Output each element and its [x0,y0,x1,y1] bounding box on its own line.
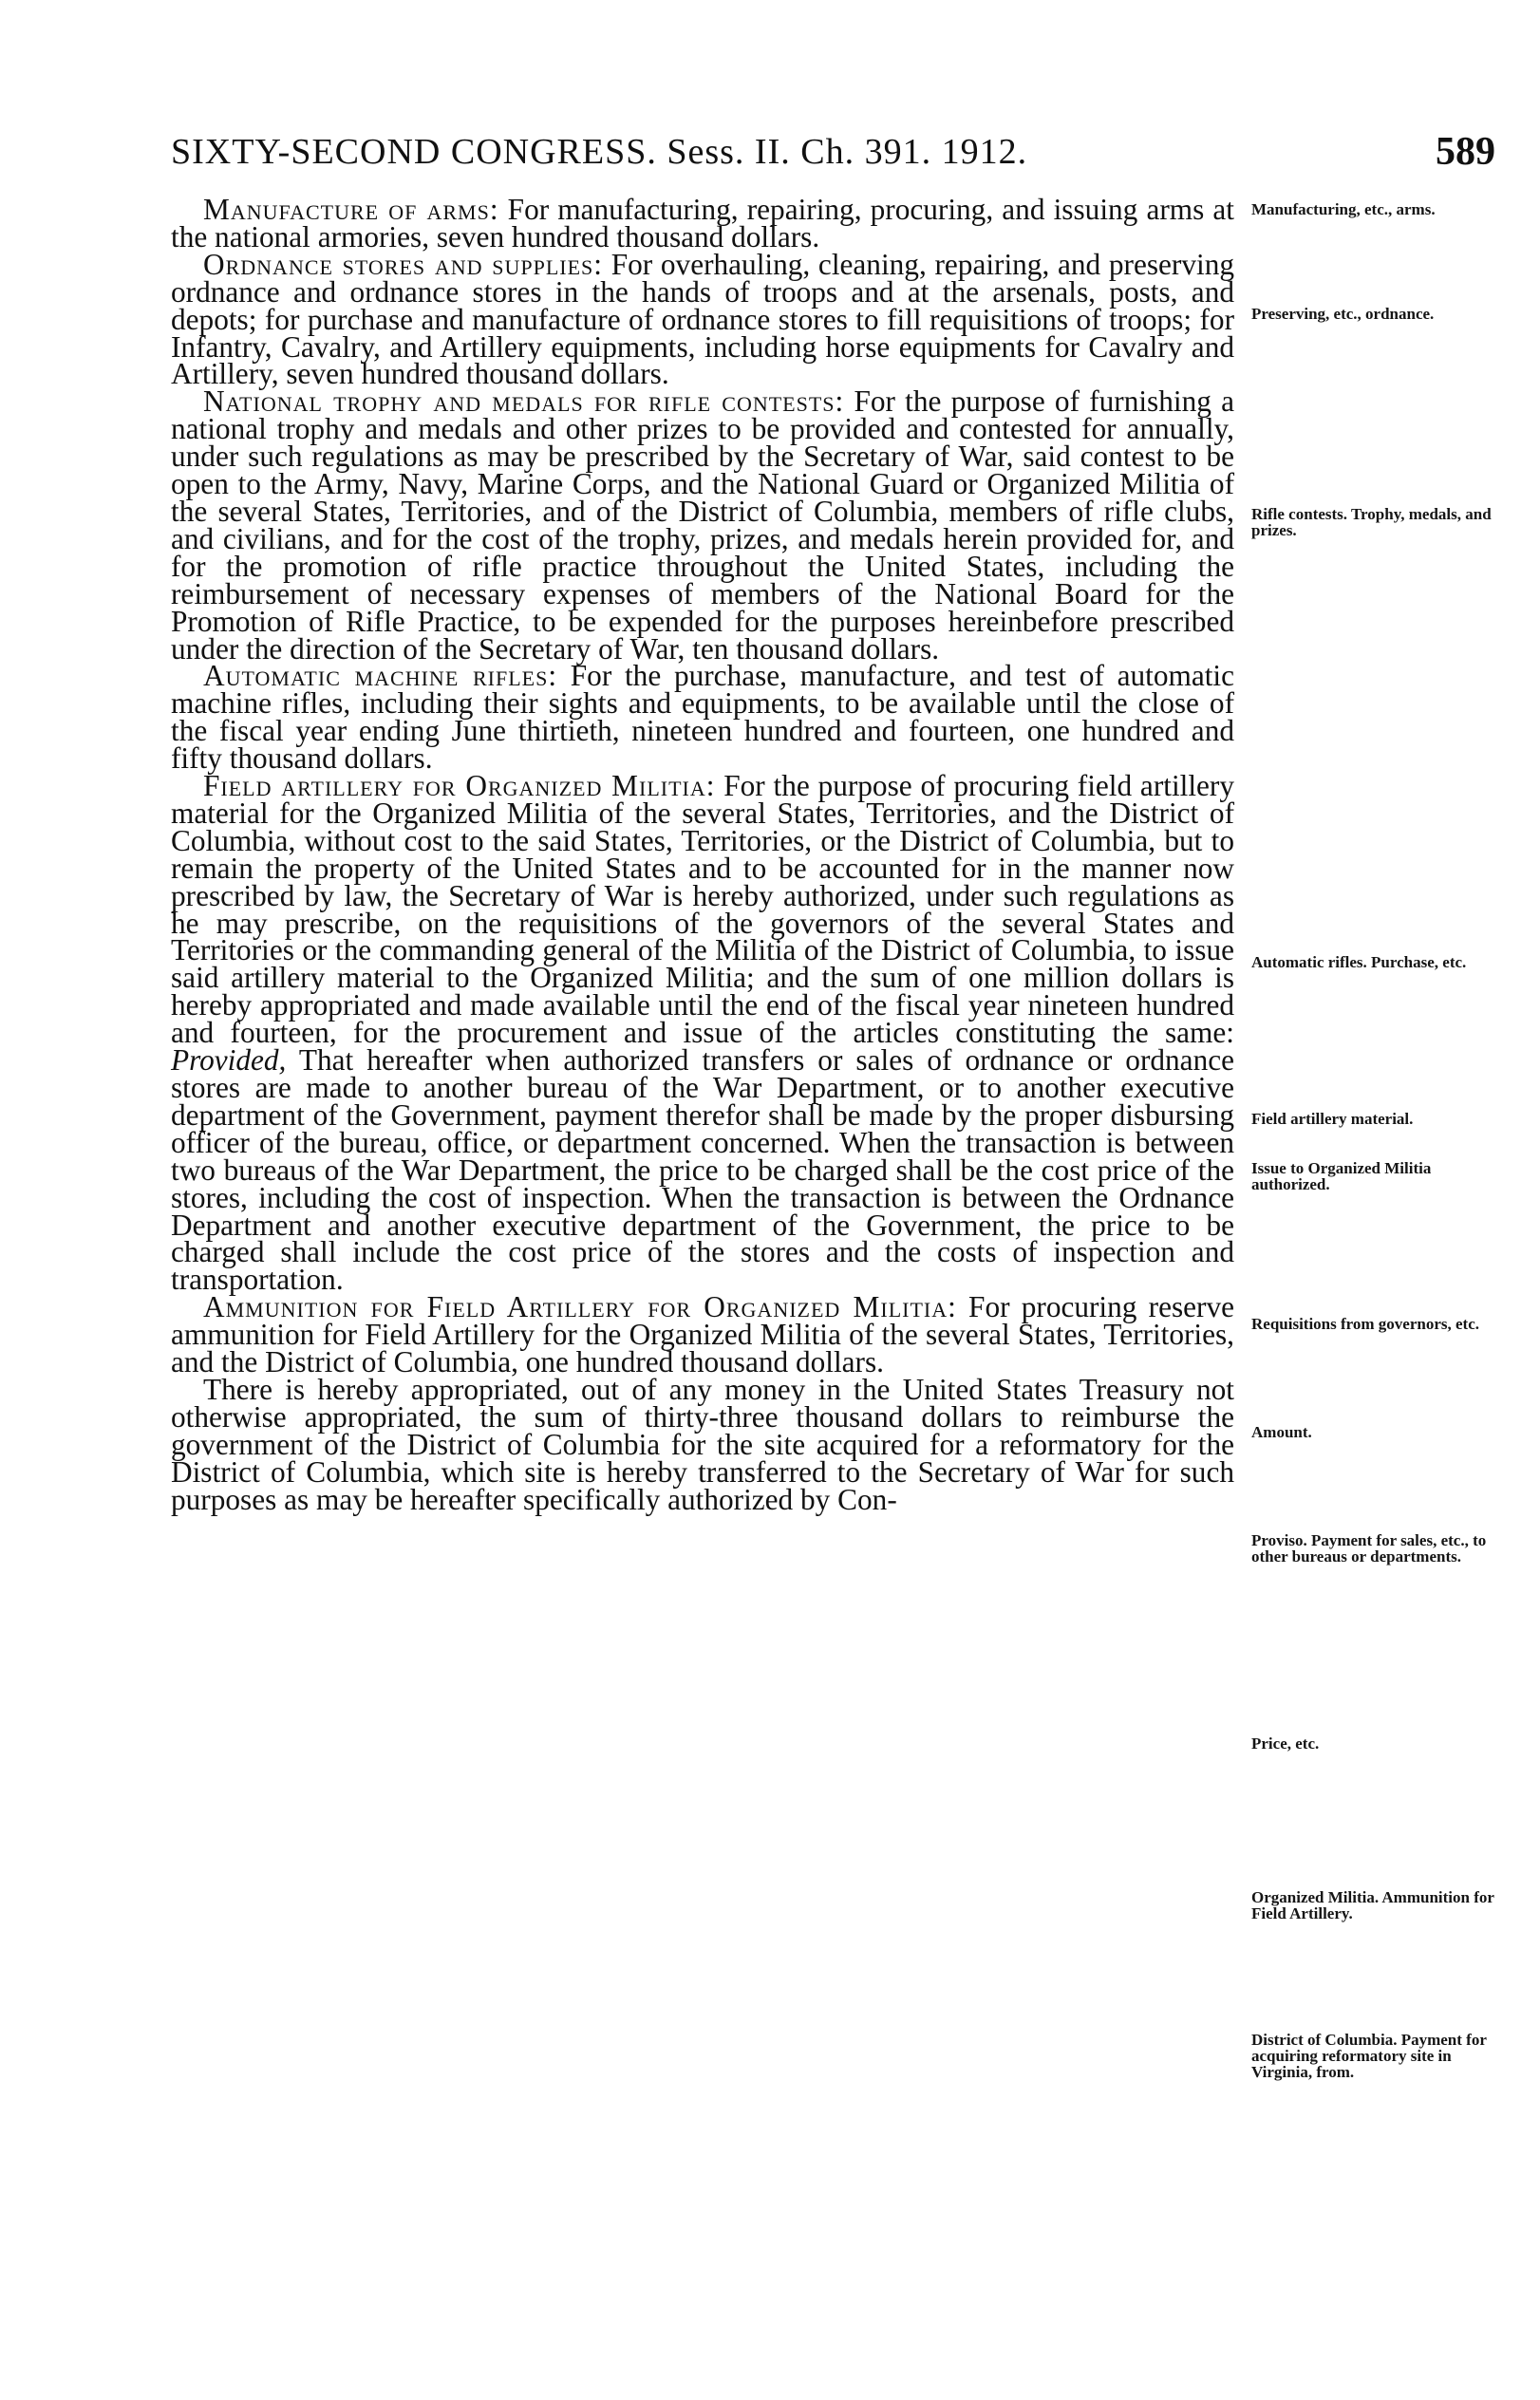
body-text [171,193,1235,1516]
paragraph-automatic-rifles [171,659,1234,776]
paragraph-heading: Ordnance stores and supplies: [203,247,603,281]
paragraph-ordnance-stores [171,247,1234,391]
margin-note: Automatic rifles. Purchase, etc. [1251,953,1467,971]
paragraph-reformatory-site [171,1372,1234,1516]
margin-note: Proviso. Payment for sales, etc., to other bureaus or departments. [1251,1531,1487,1566]
paragraph-text: For the purpose of procuring field artillery material for the Organized Militia of the several States, Territories, and the District of Columbia, without cost to the said States, Territories, or the District of Columbia, but to remain the property of the United States and to be accounted for in the manner now prescribed by law, the Secretary of War is hereby authorized, under such regulations as he may prescribe, on the requisitions of the governors of the several States and Territories or the commanding general of the Militia of the District of Columbia, to issue said artillery material to the Organized Militia; and the sum of one million dollars is hereby appropriated and made available until the end of the fiscal year nineteen hundred and fourteen, for the procurement and issue of the articles constituting the same: [171,769,1234,1050]
running-head-title: SIXTY-SECOND CONGRESS. Sess. II. Ch. 391. 1912. [171,132,1028,172]
paragraph-text: For the purchase, manufacture, and test of automatic machine rifles, including their sights and equipments, to be available until the close of the fiscal year ending June thirtieth, nineteen hundred and fourteen, one hundred and fifty thousand dollars. [171,659,1234,776]
margin-note: Requisitions from governors, etc. [1251,1315,1480,1333]
paragraph-heading: Field artillery for Organized Militia: [203,769,716,803]
margin-note: Field artillery material. [1251,1110,1414,1128]
paragraph-heading: National trophy and medals for rifle contests: [203,384,845,419]
margin-note: Amount. [1251,1423,1312,1441]
paragraph-text: For manufacturing, repairing, procuring, and issuing arms at the national armories, seven hundred thousand dollars. [171,193,1234,253]
margin-note: Manufacturing, etc., arms. [1251,200,1436,218]
proviso-word: Provided, [171,1043,287,1078]
paragraph-field-artillery [171,769,1234,1297]
paragraph-manufacture-of-arms [171,193,1234,253]
margin-note: Price, etc. [1251,1734,1320,1753]
margin-note: Preserving, etc., ordnance. [1251,305,1435,323]
page-number: 589 [1436,130,1495,174]
margin-note: Rifle contests. Trophy, medals, and prizes. [1251,505,1492,539]
margin-note: District of Columbia. Payment for acquiring reformatory site in Virginia, from. [1251,2031,1487,2081]
marginal-notes [1251,0,1508,2400]
margin-note: Issue to Organized Militia authorized. [1251,1159,1432,1193]
paragraph-text: For the purpose of furnishing a national trophy and medals and other prizes to be provided and contested for annually, under such regulations as may be prescribed by the Secretary of War, said contest to be open to the Army, Navy, Marine Corps, and the National Guard or Organized Militia of the several States, Territories, and of the District of Columbia, members of rifle clubs, and civilians, and for the cost of the trophy, prizes, and medals herein provided for, and for the promotion of rifle practice throughout the United States, including the reimbursement of necessary expenses of members of the National Board for the Promotion of Rifle Practice, to be expended for the purposes hereinbefore prescribed under the direction of the Secretary of War, ten thousand dollars. [171,384,1234,666]
paragraph-text: For overhauling, cleaning, repairing, and preserving ordnance and ordnance stores in the hands of troops and at the arsenals, posts, and depots; for purchase and manufacture of ordnance stores to fill requisitions of troops; for Infantry, Cavalry, and Artillery equipments, including horse equipments for Cavalry and Artillery, seven hundred thousand dollars. [171,247,1234,391]
paragraph-text: There is hereby appropriated, out of any money in the United States Treasury not otherwise appropriated, the sum of thirty-three thousand dollars to reimburse the government of the District of Columbia for the site acquired for a reformatory for the District of Columbia, which site is hereby transferred to the Secretary of War for such purposes as may be hereafter specifically authorized by Con- [171,1372,1234,1516]
paragraph-text-continued: That hereafter when authorized transfers or sales of ordnance or ordnance stores are made to another bureau of the War Department, or to another executive department of the Government, payment therefor shall be made by the proper disbursing officer of the bureau, office, or department concerned. When the transaction is between two bureaus of the War Department, the price to be charged shall be the cost price of the stores, including the cost of inspection. When the transaction is between the Ordnance Department and another executive department of the Government, the price to be charged shall include the cost price of the stores and the costs of inspection and transportation. [171,1043,1234,1297]
paragraph-heading: Ammunition for Field Artillery for Organized Militia: [203,1290,957,1324]
paragraph-heading: Manufacture of arms: [203,193,499,226]
margin-note: Organized Militia. Ammunition for Field Artillery. [1251,1888,1494,1922]
paragraph-heading: Automatic machine rifles: [203,659,558,693]
paragraph-ammunition [171,1290,1235,1379]
paragraph-national-trophy [171,384,1234,666]
paragraph-text: For procuring reserve ammunition for Field Artillery for the Organized Militia of the several States, Territories, and the District of Columbia, one hundred thousand dollars. [171,1290,1235,1379]
